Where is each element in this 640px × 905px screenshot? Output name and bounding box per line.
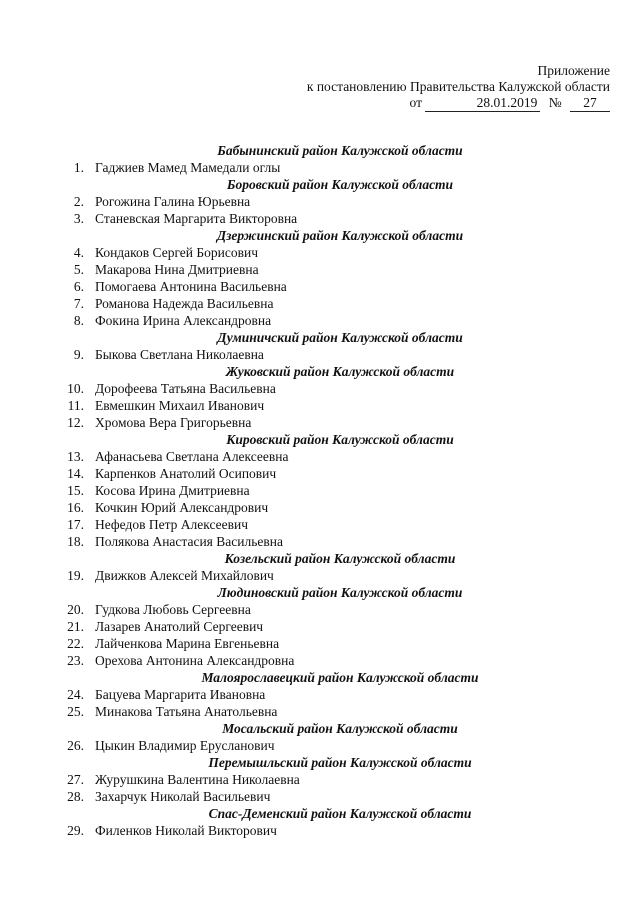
- item-number: 19.: [67, 568, 84, 583]
- item-number: 23.: [67, 653, 84, 668]
- item-number: 27.: [67, 772, 84, 787]
- district-heading: Перемышльский район Калужской области: [208, 755, 472, 770]
- list-item: [0, 686, 640, 703]
- item-number: 25.: [67, 704, 84, 719]
- item-number: 20.: [67, 602, 84, 617]
- person-name: Движков Алексей Михайлович: [95, 568, 274, 583]
- person-name: Станевская Маргарита Викторовна: [95, 211, 298, 226]
- item-number: 11.: [67, 398, 84, 413]
- item-number: 17.: [67, 517, 84, 532]
- person-name: Помогаева Антонина Васильевна: [95, 279, 287, 294]
- person-name: Филенков Николай Викторович: [95, 823, 277, 838]
- item-number: 28.: [67, 789, 84, 804]
- list-item: [0, 465, 640, 482]
- district-heading: Дзержинский район Калужской области: [216, 228, 464, 243]
- list-item: [0, 346, 640, 363]
- list-item: [0, 601, 640, 618]
- item-number: 7.: [73, 296, 84, 311]
- person-name: Макарова Нина Дмитриевна: [95, 262, 259, 277]
- from-label: от: [409, 95, 422, 110]
- person-name: Лазарев Анатолий Сергеевич: [95, 619, 264, 634]
- list-item: [0, 448, 640, 465]
- district-heading: Козельский район Калужской области: [224, 551, 456, 566]
- item-number: 5.: [73, 262, 84, 277]
- person-name: Орехова Антонина Александровна: [95, 653, 295, 668]
- decree-number: 27: [570, 95, 610, 112]
- person-name: Романова Надежда Васильевна: [95, 296, 274, 311]
- item-number: 26.: [67, 738, 84, 753]
- list-item: [0, 822, 640, 839]
- person-name: Быкова Светлана Николаевна: [95, 347, 264, 362]
- person-name: Евмешкин Михаил Иванович: [95, 398, 265, 413]
- appendix-header: [307, 63, 610, 112]
- list-item: [0, 618, 640, 635]
- decree-date-number: [307, 95, 610, 112]
- district-heading: Мосальский район Калужской области: [222, 721, 458, 736]
- person-name: Полякова Анастасия Васильевна: [95, 534, 283, 549]
- person-name: Гудкова Любовь Сергеевна: [95, 602, 251, 617]
- list-item: [0, 397, 640, 414]
- item-number: 18.: [67, 534, 84, 549]
- list-item: [0, 261, 640, 278]
- item-number: 16.: [67, 500, 84, 515]
- appendix-title: Приложение: [537, 63, 610, 78]
- person-name: Кочкин Юрий Александрович: [95, 500, 269, 515]
- item-number: 6.: [73, 279, 84, 294]
- item-number: 24.: [67, 687, 84, 702]
- recipients-list: [0, 142, 640, 839]
- person-name: Кондаков Сергей Борисович: [95, 245, 259, 260]
- item-number: 29.: [67, 823, 84, 838]
- district-heading: Жуковский район Калужской области: [225, 364, 455, 379]
- decree-date: 28.01.2019: [425, 95, 540, 112]
- person-name: Журушкина Валентина Николаевна: [95, 772, 300, 787]
- person-name: Карпенков Анатолий Осипович: [95, 466, 277, 481]
- item-number: 14.: [67, 466, 84, 481]
- item-number: 15.: [67, 483, 84, 498]
- item-number: 12.: [67, 415, 84, 430]
- person-name: Афанасьева Светлана Алексеевна: [95, 449, 289, 464]
- list-item: [0, 499, 640, 516]
- item-number: 4.: [73, 245, 84, 260]
- item-number: 13.: [67, 449, 84, 464]
- item-number: 22.: [67, 636, 84, 651]
- district-heading: Малоярославецкий район Калужской области: [201, 670, 479, 685]
- number-label: №: [548, 95, 562, 110]
- item-number: 9.: [73, 347, 84, 362]
- list-item: [0, 482, 640, 499]
- list-item: [0, 244, 640, 261]
- list-item: [0, 567, 640, 584]
- person-name: Рогожина Галина Юрьевна: [95, 194, 251, 209]
- list-item: [0, 533, 640, 550]
- item-number: 1.: [73, 160, 84, 175]
- district-heading: Спас-Деменский район Калужской области: [208, 806, 472, 821]
- list-item: [0, 414, 640, 431]
- list-item: [0, 380, 640, 397]
- district-heading: Боровский район Калужской области: [226, 177, 454, 192]
- list-item: [0, 652, 640, 669]
- person-name: Фокина Ирина Александровна: [95, 313, 272, 328]
- person-name: Дорофеева Татьяна Васильевна: [95, 381, 276, 396]
- list-item: [0, 635, 640, 652]
- list-item: [0, 703, 640, 720]
- district-heading: Людиновский район Калужской области: [217, 585, 463, 600]
- person-name: Захарчук Николай Васильевич: [95, 789, 271, 804]
- list-item: [0, 210, 640, 227]
- list-item: [0, 312, 640, 329]
- person-name: Нефедов Петр Алексеевич: [95, 517, 248, 532]
- district-heading: Бабынинский район Калужской области: [217, 143, 463, 158]
- item-number: 8.: [73, 313, 84, 328]
- decree-reference: к постановлению Правительства Калужской области: [306, 79, 610, 94]
- item-number: 3.: [73, 211, 84, 226]
- item-number: 10.: [67, 381, 84, 396]
- list-item: [0, 278, 640, 295]
- list-item: [0, 788, 640, 805]
- person-name: Хромова Вера Григорьевна: [95, 415, 252, 430]
- list-item: [0, 737, 640, 754]
- district-heading: Думиничский район Калужской области: [217, 330, 463, 345]
- list-item: [0, 295, 640, 312]
- list-item: [0, 193, 640, 210]
- list-item: [0, 516, 640, 533]
- list-item: [0, 771, 640, 788]
- item-number: 2.: [73, 194, 84, 209]
- person-name: Косова Ирина Дмитриевна: [95, 483, 250, 498]
- person-name: Минакова Татьяна Анатольевна: [95, 704, 278, 719]
- person-name: Лайченкова Марина Евгеньевна: [95, 636, 280, 651]
- person-name: Цыкин Владимир Ерусланович: [95, 738, 275, 753]
- district-heading: Кировский район Калужской области: [226, 432, 454, 447]
- item-number: 21.: [67, 619, 84, 634]
- list-item: [0, 159, 640, 176]
- person-name: Гаджиев Мамед Мамедали оглы: [95, 160, 281, 175]
- person-name: Бацуева Маргарита Ивановна: [95, 687, 266, 702]
